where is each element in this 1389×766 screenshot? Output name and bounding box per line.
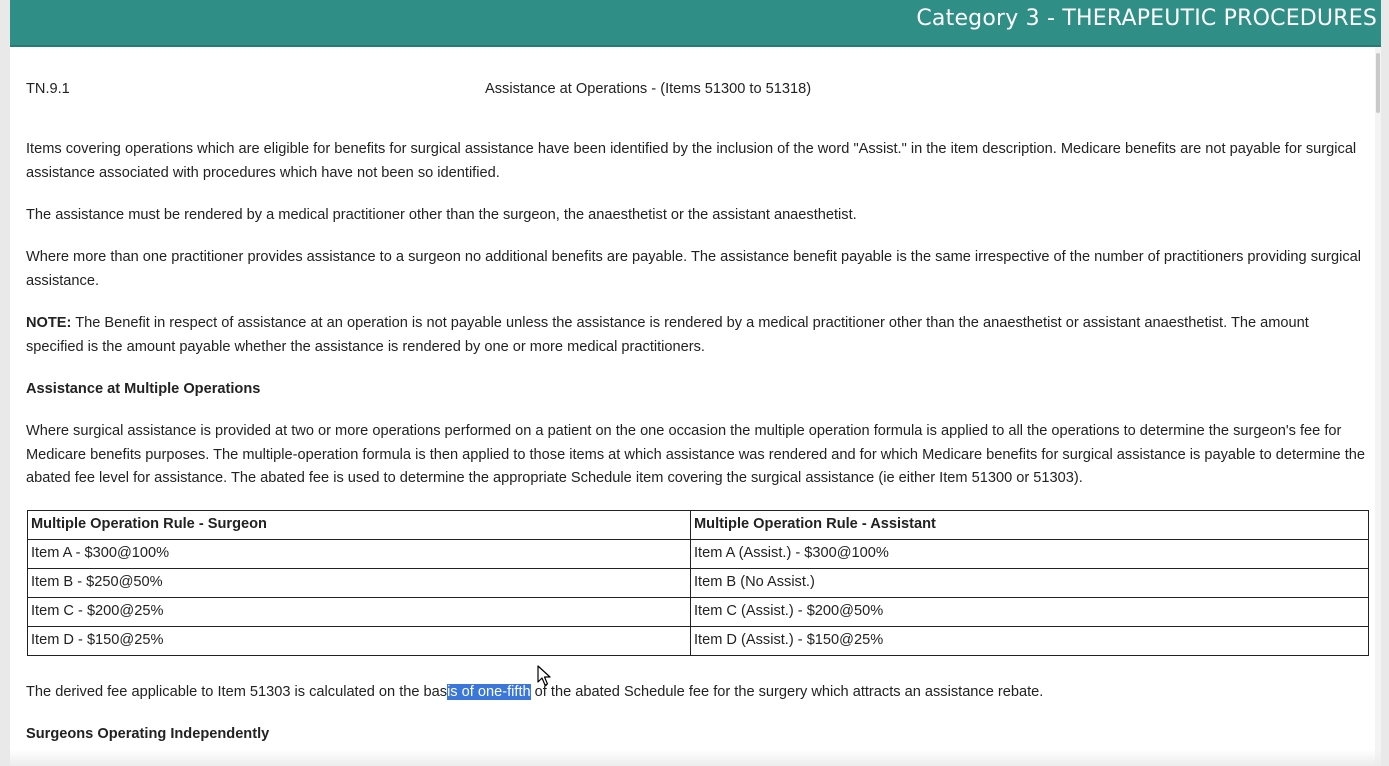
section-title: Assistance at Operations - (Items 51300 to 51318)	[485, 81, 812, 97]
derived-fee-text-end: of the abated Schedule fee for the surgery which attracts an assistance rebate.	[530, 684, 1044, 700]
heading-surgeons-independent: Surgeons Operating Independently	[26, 726, 270, 742]
bottom-fade	[10, 750, 1381, 766]
surgeon-cell: Item C - $200@25%	[28, 598, 691, 627]
document-panel[interactable]	[10, 47, 1381, 766]
note-label: NOTE:	[26, 315, 72, 331]
category-header	[10, 0, 1381, 47]
table-row	[28, 569, 1369, 598]
column-header-assistant: Multiple Operation Rule - Assistant	[691, 511, 1369, 540]
scrollbar-thumb[interactable]	[1376, 53, 1380, 113]
explanatory-note-ref: TN.9.1	[26, 81, 70, 97]
table-row	[28, 598, 1369, 627]
heading-multiple-operations: Assistance at Multiple Operations	[26, 381, 261, 397]
paragraph-note	[26, 312, 1368, 359]
assistant-cell: Item B (No Assist.)	[691, 569, 1369, 598]
surgeon-cell: Item D - $150@25%	[28, 627, 691, 656]
assistant-cell: Item D (Assist.) - $150@25%	[691, 627, 1369, 656]
paragraph-multiple-operations: Where surgical assistance is provided at two or more operations performed on a patient on the one occasion the multiple operation formula is applied to all the operations to determine the surgeon's fee for Medicare benefits purposes. The multiple-operation formula is then applied to those items at which assistance was rendered and for which Medicare benefits for surgical assistance is payable to determine the abated fee level for assistance. The abated fee is used to determine the appropriate Schedule item covering the surgical assistance (ie either Item 51300 or 51303).	[26, 423, 1366, 486]
vertical-scrollbar[interactable]	[1375, 47, 1381, 766]
window-right-edge	[1381, 0, 1389, 766]
surgeon-cell: Item B - $250@50%	[28, 569, 691, 598]
note-text: The Benefit in respect of assistance at an operation is not payable unless the assistance is rendered by a medical practitioner other than the anaesthetist or assistant anaesthetist. The amount specified is the amount payable whether the assistance is rendered by one or more medical practitioners.	[26, 315, 1309, 355]
table-row	[28, 627, 1369, 656]
paragraph-eligibility: Items covering operations which are eligible for benefits for surgical assistance have been identified by the inclusion of the word "Assist." in the item description. Medicare benefits are not payable for surgical assistance associated with procedures which have not been so identified.	[26, 141, 1357, 181]
column-header-surgeon: Multiple Operation Rule - Surgeon	[28, 511, 691, 540]
window-left-edge	[0, 0, 10, 766]
assistant-cell: Item A (Assist.) - $300@100%	[691, 540, 1369, 569]
derived-fee-text-start: The derived fee applicable to Item 51303 is calculated on the bas	[26, 684, 448, 700]
category-title: Category 3 - THERAPEUTIC PROCEDURES	[916, 6, 1377, 31]
mouse-pointer-icon	[537, 665, 551, 687]
multiple-operation-rule-table	[27, 510, 1369, 656]
surgeon-cell: Item A - $300@100%	[28, 540, 691, 569]
text-selection-highlight[interactable]: is of one-fifth	[447, 684, 531, 700]
paragraph-multiple-practitioners: Where more than one practitioner provides assistance to a surgeon no additional benefits are payable. The assistance benefit payable is the same irrespective of the number of practitioners providing surgical assistance.	[26, 249, 1362, 289]
table-row	[28, 540, 1369, 569]
paragraph-derived-fee	[26, 681, 1368, 705]
paragraph-practitioner: The assistance must be rendered by a medical practitioner other than the surgeon, the anaesthetist or the assistant anaesthetist.	[26, 207, 857, 223]
assistant-cell: Item C (Assist.) - $200@50%	[691, 598, 1369, 627]
table-header-row	[28, 511, 1369, 540]
